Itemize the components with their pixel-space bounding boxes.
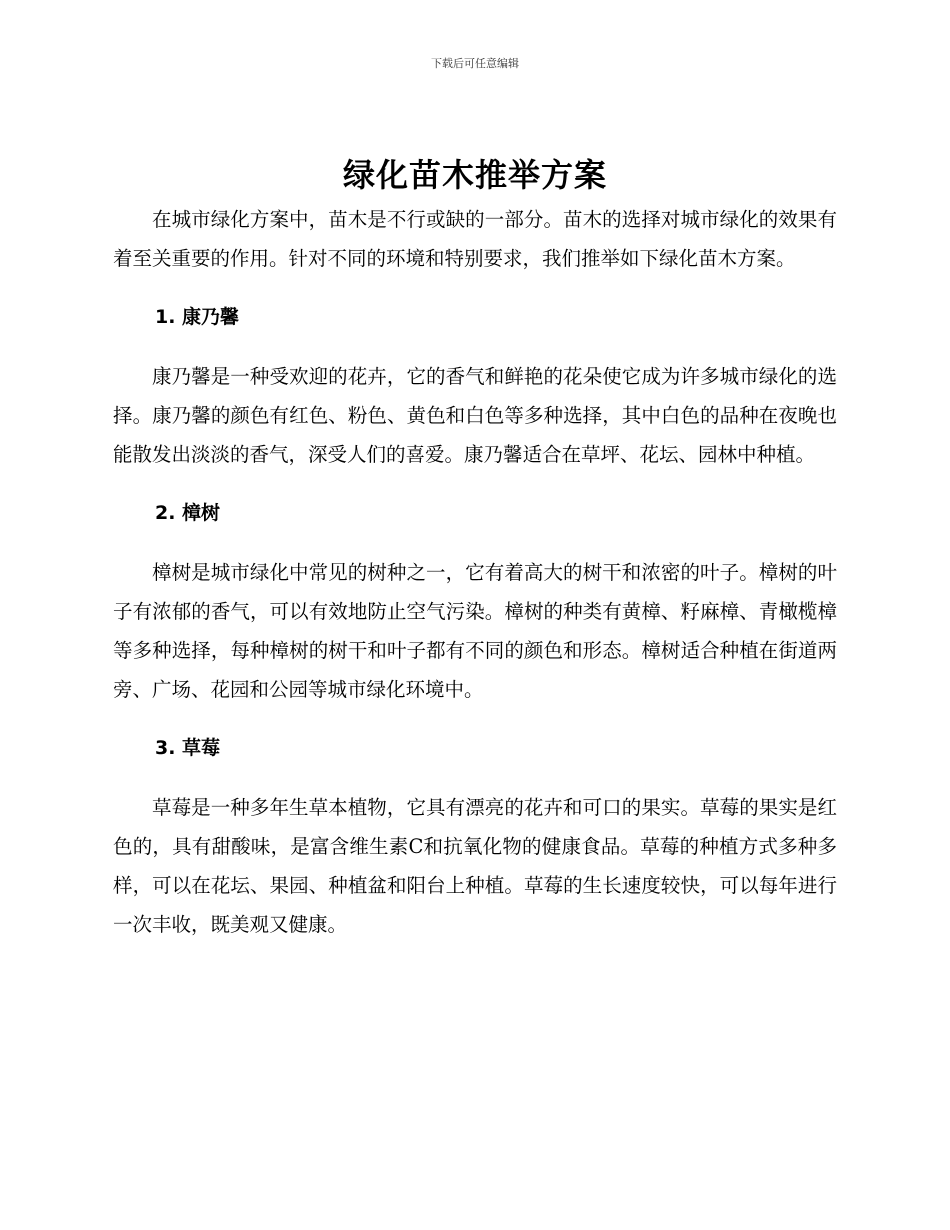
section-heading-camphor-tree: 2. 樟树 — [155, 502, 221, 524]
section-body-camphor-tree: 樟树是城市绿化中常见的树种之一，它有着高大的树干和浓密的叶子。樟树的叶子有浓郁的香气，可以有效地防止空气污染。樟树的种类有黄樟、籽麻樟、青橄榄樟等多种选择，每种樟树的树干和叶子都有不同的颜色和形态。樟树适合种植在街道两旁、广场、花园和公园等城市绿化环境中。 — [113, 561, 837, 701]
section-heading-strawberry: 3. 草莓 — [155, 737, 221, 759]
header-note: 下载后可任意编辑 — [431, 57, 519, 70]
section-heading-carnation: 1. 康乃馨 — [155, 306, 240, 328]
intro-paragraph: 在城市绿化方案中，苗木是不行或缺的一部分。苗木的选择对城市绿化的效果有着至关重要的作用。针对不同的环境和特别要求，我们推举如下绿化苗木方案。 — [113, 208, 837, 270]
document-body — [113, 200, 837, 944]
section-body-strawberry: 草莓是一种多年生草本植物，它具有漂亮的花卉和可口的果实。草莓的果实是红色的，具有甜酸味，是富含维生素C和抗氧化物的健康食品。草莓的种植方式多种多样，可以在花坛、果园、种植盆和阳台上种植。草莓的生长速度较快，可以每年进行一次丰收，既美观又健康。 — [113, 796, 837, 936]
section-body-carnation: 康乃馨是一种受欢迎的花卉，它的香气和鲜艳的花朵使它成为许多城市绿化的选择。康乃馨的颜色有红色、粉色、黄色和白色等多种选择，其中白色的品种在夜晚也能散发出淡淡的香气，深受人们的喜爱。康乃馨适合在草坪、花坛、园林中种植。 — [113, 365, 837, 466]
document-title: 绿化苗木推举方案 — [342, 156, 607, 194]
